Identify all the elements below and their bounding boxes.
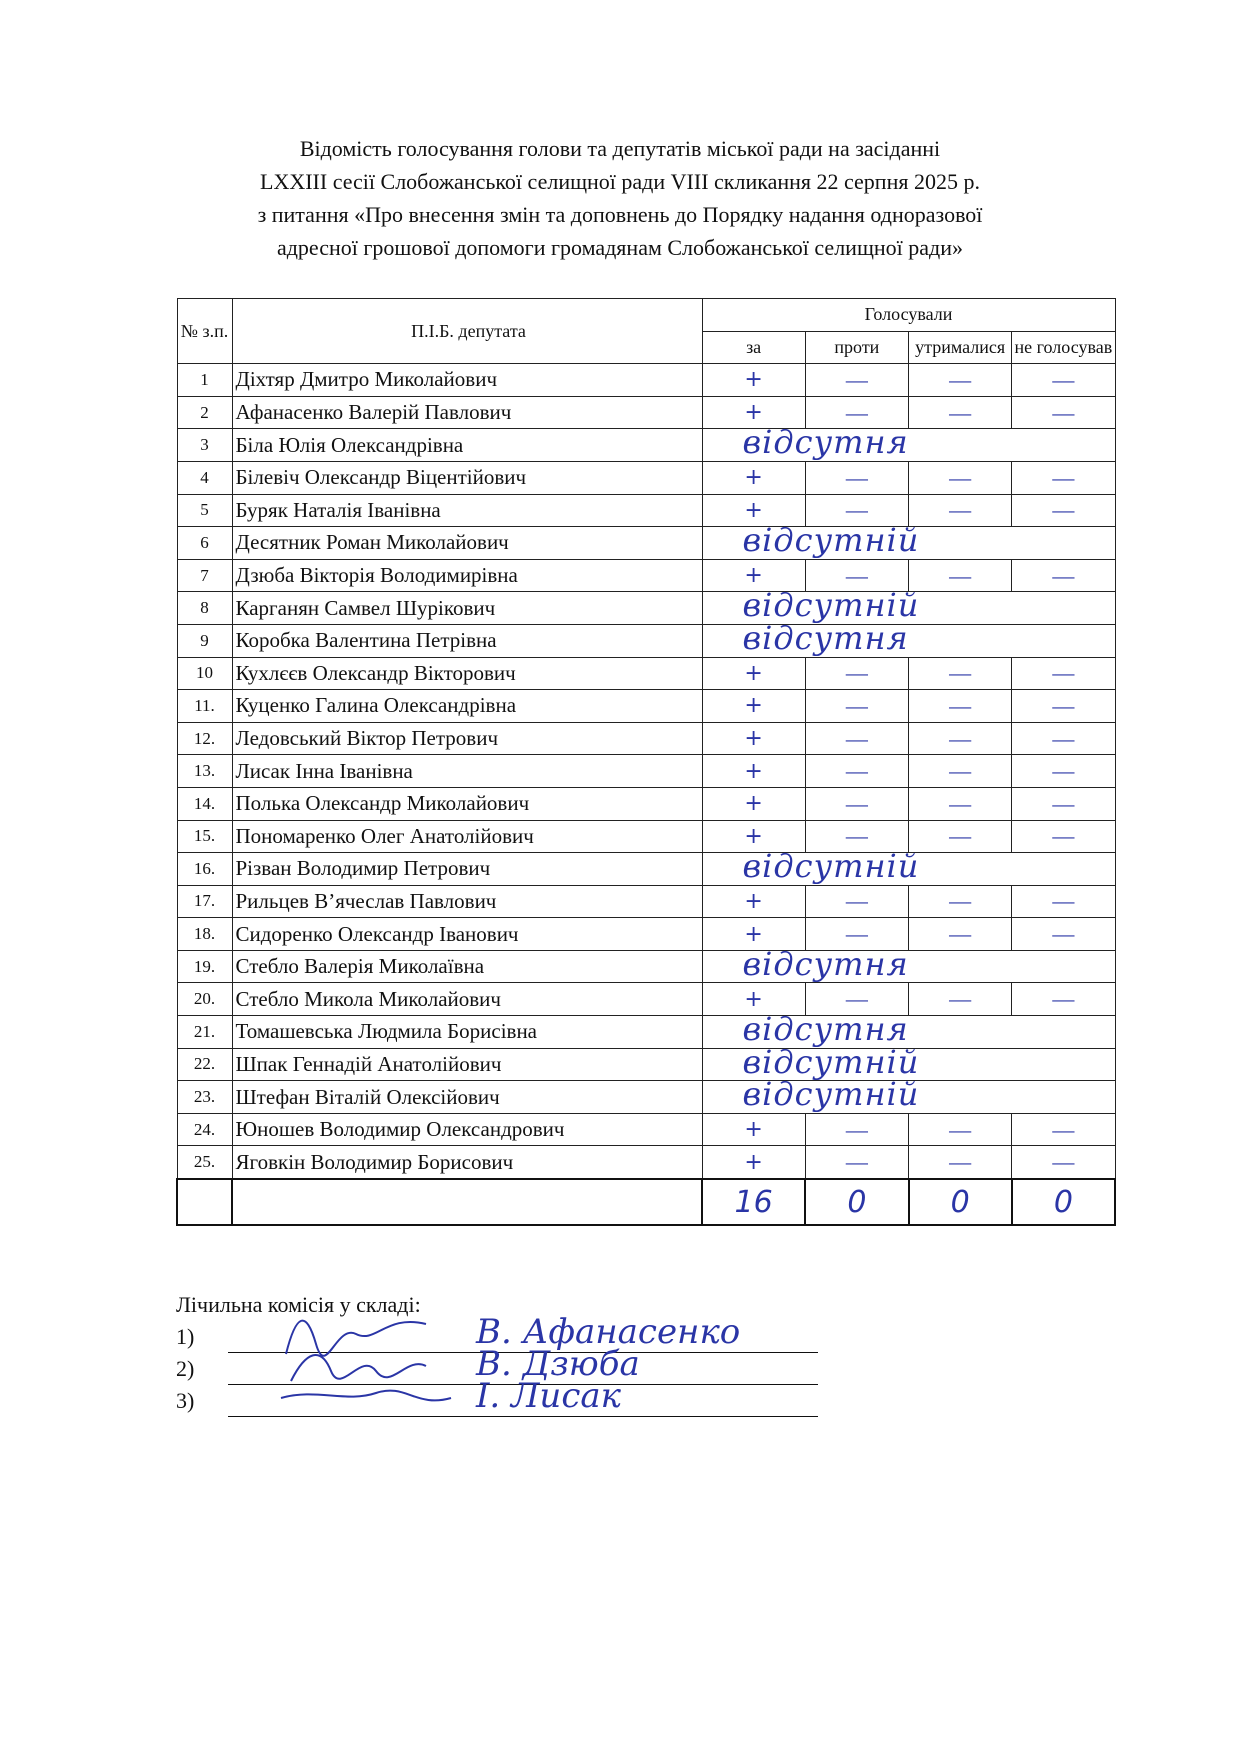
total-za: 16 [702, 1179, 805, 1225]
vote-proty: — [805, 1146, 908, 1179]
header-za: за [702, 331, 805, 364]
vote-ne: — [1012, 787, 1115, 820]
table-row [177, 494, 1115, 527]
vote-proty: — [805, 690, 908, 723]
absent-mark [702, 847, 1115, 886]
table-row [177, 1081, 1115, 1114]
absent-mark [702, 618, 1115, 657]
title-line-4: адресної грошової допомоги громадянам Слобожанської селищної ради» [276, 235, 964, 260]
vote-proty: — [805, 885, 908, 918]
header-name: П.І.Б. депутата [232, 299, 702, 364]
handwritten-signature-icon [276, 1368, 456, 1428]
counting-commission [176, 1292, 876, 1420]
vote-ne: — [1012, 722, 1115, 755]
deputy-name: Куценко Галина Олександрівна [232, 690, 702, 723]
deputy-name: Діхтяр Дмитро Миколайович [232, 364, 702, 397]
vote-ne: — [1012, 364, 1115, 397]
vote-ne: — [1012, 983, 1115, 1016]
vote-utrymalys: — [909, 364, 1012, 397]
table-body [177, 364, 1115, 1179]
deputy-name: Яговкін Володимир Борисович [232, 1146, 702, 1179]
row-number: 4 [177, 461, 232, 494]
row-number: 2 [177, 396, 232, 429]
vote-proty: — [805, 787, 908, 820]
deputy-name: Шпак Геннадій Анатолійович [232, 1048, 702, 1081]
member-signature-name: В. Афанасенко [476, 1312, 741, 1352]
commission-member [176, 1376, 876, 1420]
vote-utrymalys: — [909, 461, 1012, 494]
member-number: 2) [176, 1356, 195, 1381]
header-ne: не голосував [1012, 331, 1115, 364]
table-row [177, 690, 1115, 723]
row-number: 14. [177, 787, 232, 820]
vote-utrymalys: — [909, 722, 1012, 755]
vote-proty: — [805, 559, 908, 592]
totals-row [177, 1179, 1115, 1225]
vote-proty: — [805, 820, 908, 853]
row-number: 6 [177, 527, 232, 560]
deputy-name: Штефан Віталій Олексійович [232, 1081, 702, 1114]
vote-za: + [702, 918, 805, 951]
vote-utrymalys: — [909, 755, 1012, 788]
row-number: 10 [177, 657, 232, 690]
deputy-name: Пономаренко Олег Анатолійович [232, 820, 702, 853]
row-number: 21. [177, 1016, 232, 1049]
table-row [177, 787, 1115, 820]
deputy-name: Ледовський Віктор Петрович [232, 722, 702, 755]
member-number: 3) [176, 1388, 195, 1413]
absent-text: відсутній [742, 1042, 920, 1081]
deputy-name: Біла Юлія Олександрівна [232, 429, 702, 462]
vote-utrymalys: — [909, 690, 1012, 723]
row-number: 16. [177, 853, 232, 886]
vote-proty: — [805, 396, 908, 429]
title-line-3: з питання «Про внесення змін та доповнень до Порядку надання одноразової [257, 202, 983, 227]
table-row [177, 559, 1115, 592]
table-row [177, 1113, 1115, 1146]
deputy-name: Рильцев В’ячеслав Павлович [232, 885, 702, 918]
row-number: 18. [177, 918, 232, 951]
vote-ne: — [1012, 396, 1115, 429]
table-row [177, 722, 1115, 755]
row-number: 12. [177, 722, 232, 755]
deputy-name: Стебло Валерія Миколаївна [232, 950, 702, 983]
absent-text: відсутній [742, 586, 920, 625]
row-number: 9 [177, 624, 232, 657]
row-number: 20. [177, 983, 232, 1016]
vote-utrymalys: — [909, 787, 1012, 820]
totals-empty-num [177, 1179, 232, 1225]
row-number: 8 [177, 592, 232, 625]
table-row [177, 755, 1115, 788]
title-line-2: LXXIII сесії Слобожанської селищної ради VIII скликання 22 серпня 2025 р. [260, 169, 980, 194]
table-row [177, 1048, 1115, 1081]
vote-za: + [702, 983, 805, 1016]
deputy-name: Томашевська Людмила Борисівна [232, 1016, 702, 1049]
vote-utrymalys: — [909, 1113, 1012, 1146]
vote-za: + [702, 461, 805, 494]
vote-utrymalys: — [909, 983, 1012, 1016]
vote-utrymalys: — [909, 396, 1012, 429]
vote-ne: — [1012, 755, 1115, 788]
deputy-name: Карганян Самвел Шурікович [232, 592, 702, 625]
voting-table [176, 298, 1116, 1226]
vote-proty: — [805, 494, 908, 527]
deputy-name: Дзюба Вікторія Володимирівна [232, 559, 702, 592]
header-proty: проти [805, 331, 908, 364]
member-number: 1) [176, 1324, 195, 1349]
row-number: 25. [177, 1146, 232, 1179]
vote-utrymalys: — [909, 559, 1012, 592]
deputy-name: Коробка Валентина Петрівна [232, 624, 702, 657]
row-number: 15. [177, 820, 232, 853]
absent-text: відсутня [742, 618, 909, 657]
table-row [177, 853, 1115, 886]
vote-ne: — [1012, 657, 1115, 690]
vote-ne: — [1012, 820, 1115, 853]
deputy-name: Юношев Володимир Олександрович [232, 1113, 702, 1146]
table-row [177, 950, 1115, 983]
deputy-name: Десятник Роман Миколайович [232, 527, 702, 560]
vote-za: + [702, 364, 805, 397]
table-row [177, 983, 1115, 1016]
vote-za: + [702, 690, 805, 723]
vote-proty: — [805, 1113, 908, 1146]
vote-proty: — [805, 722, 908, 755]
table-row [177, 820, 1115, 853]
member-signature-name: В. Дзюба [476, 1344, 640, 1384]
title-line-1: Відомість голосування голови та депутатів міської ради на засіданні [299, 136, 941, 161]
table-row [177, 429, 1115, 462]
row-number: 11. [177, 690, 232, 723]
absent-text: відсутня [742, 944, 909, 983]
table-row [177, 885, 1115, 918]
table-row [177, 364, 1115, 397]
vote-ne: — [1012, 494, 1115, 527]
vote-za: + [702, 755, 805, 788]
deputy-name: Сидоренко Олександр Іванович [232, 918, 702, 951]
absent-text: відсутній [742, 1075, 920, 1114]
row-number: 5 [177, 494, 232, 527]
vote-utrymalys: — [909, 820, 1012, 853]
absent-mark [702, 521, 1115, 560]
table-row [177, 396, 1115, 429]
deputy-name: Кухлєєв Олександр Вікторович [232, 657, 702, 690]
vote-proty: — [805, 983, 908, 1016]
vote-za: + [702, 787, 805, 820]
vote-za: + [702, 722, 805, 755]
vote-za: + [702, 820, 805, 853]
vote-ne: — [1012, 918, 1115, 951]
vote-utrymalys: — [909, 657, 1012, 690]
absent-mark [702, 944, 1115, 983]
row-number: 23. [177, 1081, 232, 1114]
vote-za: + [702, 657, 805, 690]
table-row [177, 461, 1115, 494]
row-number: 19. [177, 950, 232, 983]
total-ne: 0 [1012, 1179, 1115, 1225]
row-number: 17. [177, 885, 232, 918]
document-title [150, 132, 1090, 264]
deputy-name: Лисак Інна Іванівна [232, 755, 702, 788]
vote-proty: — [805, 755, 908, 788]
deputy-name: Афанасенко Валерій Павлович [232, 396, 702, 429]
total-proty: 0 [805, 1179, 908, 1225]
vote-ne: — [1012, 559, 1115, 592]
table-row [177, 657, 1115, 690]
vote-proty: — [805, 364, 908, 397]
absent-mark [702, 1075, 1115, 1114]
absent-text: відсутній [742, 521, 920, 560]
vote-za: + [702, 494, 805, 527]
vote-utrymalys: — [909, 885, 1012, 918]
row-number: 24. [177, 1113, 232, 1146]
deputy-name: Полька Олександр Миколайович [232, 787, 702, 820]
vote-ne: — [1012, 885, 1115, 918]
commission-label: Лічильна комісія у складі: [176, 1292, 421, 1317]
vote-proty: — [805, 918, 908, 951]
vote-ne: — [1012, 1113, 1115, 1146]
header-voted: Голосували [702, 299, 1115, 332]
totals-empty-name [232, 1179, 702, 1225]
absent-text: відсутня [742, 423, 909, 462]
vote-za: + [702, 1113, 805, 1146]
row-number: 7 [177, 559, 232, 592]
row-number: 13. [177, 755, 232, 788]
vote-ne: — [1012, 1146, 1115, 1179]
row-number: 1 [177, 364, 232, 397]
total-utrymalys: 0 [909, 1179, 1012, 1225]
table-row [177, 918, 1115, 951]
vote-za: + [702, 396, 805, 429]
deputy-name: Стебло Микола Миколайович [232, 983, 702, 1016]
vote-proty: — [805, 461, 908, 494]
absent-mark [702, 423, 1115, 462]
header-num: № з.п. [177, 299, 232, 364]
vote-za: + [702, 1146, 805, 1179]
deputy-name: Буряк Наталія Іванівна [232, 494, 702, 527]
vote-proty: — [805, 657, 908, 690]
vote-utrymalys: — [909, 1146, 1012, 1179]
absent-text: відсутній [742, 847, 920, 886]
deputy-name: Різван Володимир Петрович [232, 853, 702, 886]
vote-za: + [702, 885, 805, 918]
table-row [177, 592, 1115, 625]
table-row [177, 624, 1115, 657]
deputy-name: Білевіч Олександр Віцентійович [232, 461, 702, 494]
vote-utrymalys: — [909, 494, 1012, 527]
vote-za: + [702, 559, 805, 592]
vote-ne: — [1012, 690, 1115, 723]
member-signature-name: І. Лисак [476, 1376, 621, 1416]
row-number: 22. [177, 1048, 232, 1081]
header-utrymalys: утрималися [909, 331, 1012, 364]
vote-utrymalys: — [909, 918, 1012, 951]
vote-ne: — [1012, 461, 1115, 494]
table-row [177, 1146, 1115, 1179]
absent-text: відсутня [742, 1010, 909, 1049]
table-row [177, 527, 1115, 560]
row-number: 3 [177, 429, 232, 462]
table-row [177, 1016, 1115, 1049]
